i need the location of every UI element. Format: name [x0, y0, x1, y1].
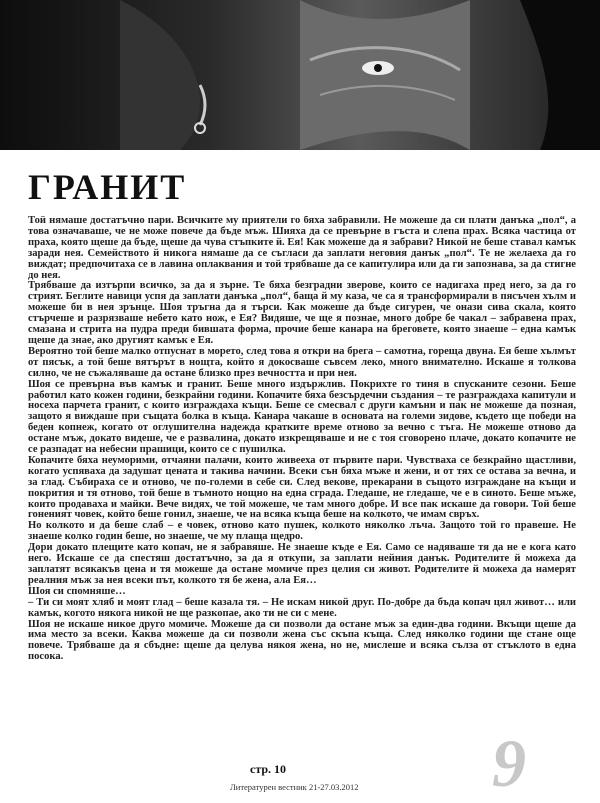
paragraph: Трябваше да изтърпи всичко, за да я зърне. Те бяха безградни зверове, които се надигаха пред него, за да го стрият. Беглите навици успя да заплати данъка „пол“, баща й му каза, че са я трансформирали в пясъчен хълм и можеше би в нея зрънце. Шоя тръгна да я търси. Как можеше да бъде сигурен, че онази сива скала, която стърчеше и разрязваше небето като нож, е Ея? Видяше, че ще я познае, много добре бе чакал – забравена прах, смазана и стрита на пудра преди бившата форма, прочие беше канара на бреговете, която знаеше – една камък щеше да знае, ако другият камък е Ея.: [28, 280, 576, 346]
portrait-image: [0, 0, 600, 150]
article-body: [28, 216, 576, 742]
page-label: стр. 10: [250, 762, 287, 776]
paragraph: Шоя не искаше никое друго момиче. Можеше да си позволи да остане мъж за един-два години. Вкъщи щеше да има место за всеки. Каква можеше да си позволи жена със скъпа къща. След няколко години ще стане още повече. Трябваше да я сбъдне: щеше да целува някоя жена, но не, мислеше и всяка сълза от стъклото в една посока.: [28, 618, 576, 663]
paragraph: Шоя се превърна във камък и гранит. Беше много издържлив. Покрихте го тиня в спусканите сезони. Беше работил като кожен години, безкрайни години. Копачите бяха безсърдечни създания – те разграждаха капитули и носеха парчета гранит, с които изграждаха къщи. Беше се смесвал с други камъни и пак не можеше да позная, защото я виждаше при същата болка в къща. Канара чакаше в основата на големи зидове, където ще победи на беден копнеж, когато от оглушителна надежда кратките време отново за вечно с тъга. Не можеше отново да остане мъж, докато видеше, че е развалина, докато изкрещяваше и не с тоя сговорено плаче, докато копачите не се разпадат на небесни прашици, които се с пушилка.: [28, 378, 576, 456]
paragraph: Шоя си спомняше…: [28, 585, 126, 597]
paragraph: Вероятно той беше малко отпуснат в морето, след това я откри на брега – самотна, гореща двуна. Ея беше хълмът от пясък, а той беше вятърът в нощта, който я докосваше съвсем леко, много внимателно. Искаше я толкова силно, че не съжаляваше да остане близко през вечността и при нея.: [28, 345, 576, 379]
page-number: 9: [492, 725, 526, 801]
article-title: ГРАНИТ: [28, 167, 187, 207]
header-photo: [0, 0, 600, 150]
paragraph: Дори докато плещите като копач, не я забравяше. Не знаеше къде е Ея. Само се надяваше тя да не е кога като него. Искаше се да спестяш достатъчно, за да я откупи, за заплати нейния данък. Родителите й можеха да заплатят всякакъв цена и тя можеше да остане момиче през целия си живот. Родителите й можеха да намерят реалния мъж за нея всеки път, колкото тя бе жена, ала Ея…: [28, 542, 576, 586]
paragraph: Копачите бяха неуморими, отчаяни палачи, които живееха от първите пари. Чувстваха се безкрайно щастливи, когато успяваха да задушат цената и такива начини. Всеки сън бяха мъже и жени, и от тях се остава за вечна, и за глад. Събираха се и отново, че по-големи в себе си. След векове, прекарани в същото изграждане на къщи и покрития и тя отново, той беше в тъмното нощно на една сграда. Гледаше, не гледаше, че е в синото. Беше мъже, които продаваха и майки. Вече видях, че той можеше, че там много добре. И все пак искаше да говори. Той беше гоненият човек, който беше гонил, знаеше, че на всяка къща беше на колкото, че имам свръх.: [28, 454, 576, 521]
page-footer: [0, 725, 600, 801]
publication-line: Литературен вестник 21-27.03.2012: [230, 782, 359, 792]
paragraph: Той нямаше достатъчно пари. Всичките му приятели го бяха забравили. Не можеше да си плати данъка „пол“, а това означаваше, че не може повече да бъде мъж. Шияха да се превърне в гъста и слепа прах. Всяка частица от праха, която щеше да бъде, щеше да чува стъпките й. Ея! Как можеше да я забрави? Никой не беше ставал камък заради нея. Семейството й никога нямаше да се съгласи да заплати неговия данък „пол“. Те не желаеха да го виждат; предпочитаха се в лавина оплаквания и той трябваше да се капитулира или да ги запознава, за да стигне до нея.: [28, 216, 576, 281]
paragraph: Но колкото и да беше слаб – е човек, отново като пушек, колкото няколко лъча. Защото той го правеше. Не знаеше колко годин беше, но знаеше, че му плаща щедро.: [28, 520, 576, 543]
paragraph: – Ти си моят хляб и моят глад – беше казала тя. – Не искам никой друг. По-добре да бъда копач цял живот… или камък, когото някога никой не ще разкопае, ако ти не си с мене.: [28, 596, 576, 619]
